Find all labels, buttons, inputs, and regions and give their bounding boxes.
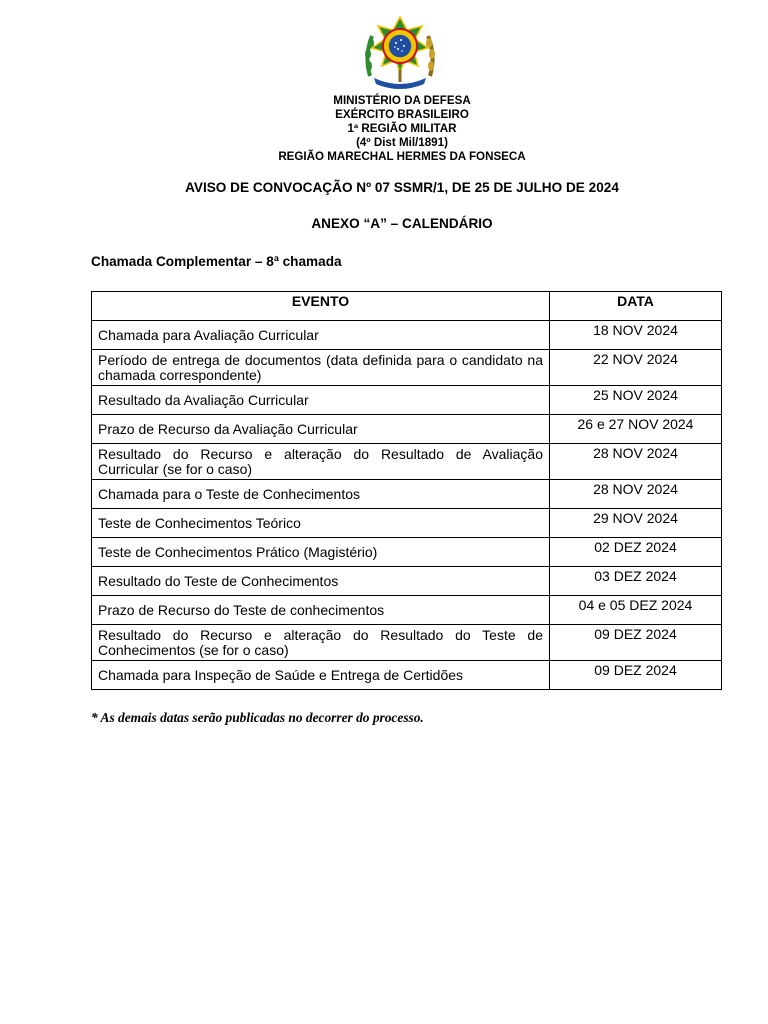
- coat-of-arms-icon: [360, 16, 440, 90]
- document-title: AVISO DE CONVOCAÇÃO Nº 07 SSMR/1, DE 25 DE JULHO DE 2024: [185, 180, 619, 195]
- table-row: [92, 444, 722, 480]
- table-row: [92, 321, 722, 350]
- table-row: [92, 661, 722, 690]
- table-row: [92, 415, 722, 444]
- table-row: [92, 509, 722, 538]
- table-row: [92, 386, 722, 415]
- annex-title: ANEXO “A” – CALENDÁRIO: [311, 216, 493, 231]
- event-cell: Prazo de Recurso da Avaliação Curricular: [92, 415, 550, 444]
- header-line-ministry: MINISTÉRIO DA DEFESA: [333, 94, 471, 107]
- table-row: [92, 596, 722, 625]
- date-cell: 09 DEZ 2024: [550, 661, 722, 690]
- event-cell: Período de entrega de documentos (data definida para o candidato na chamada correspondente): [92, 350, 550, 386]
- event-cell: Resultado da Avaliação Curricular: [92, 386, 550, 415]
- table-row: [92, 625, 722, 661]
- header-line-region-name: REGIÃO MARECHAL HERMES DA FONSECA: [278, 150, 526, 163]
- header-line-army: EXÉRCITO BRASILEIRO: [335, 108, 469, 121]
- table-row: [92, 350, 722, 386]
- header-line-region: 1ª REGIÃO MILITAR: [347, 122, 457, 135]
- event-cell: Resultado do Teste de Conhecimentos: [92, 567, 550, 596]
- event-cell: Chamada para Inspeção de Saúde e Entrega de Certidões: [92, 661, 550, 690]
- column-header-evento: EVENTO: [92, 292, 550, 321]
- footnote: * As demais datas serão publicadas no decorrer do processo.: [91, 710, 424, 725]
- date-cell: 28 NOV 2024: [550, 444, 722, 480]
- date-cell: 29 NOV 2024: [550, 509, 722, 538]
- date-cell: 04 e 05 DEZ 2024: [550, 596, 722, 625]
- section-title: Chamada Complementar – 8ª chamada: [91, 254, 342, 269]
- date-cell: 28 NOV 2024: [550, 480, 722, 509]
- table-row: [92, 538, 722, 567]
- calendar-table: [91, 291, 722, 690]
- event-cell: Resultado do Recurso e alteração do Resultado de Avaliação Curricular (se for o caso): [92, 444, 550, 480]
- table-header-row: [92, 292, 722, 321]
- table-row: [92, 480, 722, 509]
- event-cell: Prazo de Recurso do Teste de conhecimentos: [92, 596, 550, 625]
- table-row: [92, 567, 722, 596]
- date-cell: 22 NOV 2024: [550, 350, 722, 386]
- date-cell: 18 NOV 2024: [550, 321, 722, 350]
- date-cell: 09 DEZ 2024: [550, 625, 722, 661]
- institution-header: [0, 94, 768, 164]
- event-cell: Chamada para Avaliação Curricular: [92, 321, 550, 350]
- date-cell: 26 e 27 NOV 2024: [550, 415, 722, 444]
- event-cell: Chamada para o Teste de Conhecimentos: [92, 480, 550, 509]
- event-cell: Teste de Conhecimentos Prático (Magistério): [92, 538, 550, 567]
- column-header-data: DATA: [550, 292, 722, 321]
- date-cell: 02 DEZ 2024: [550, 538, 722, 567]
- date-cell: 03 DEZ 2024: [550, 567, 722, 596]
- date-cell: 25 NOV 2024: [550, 386, 722, 415]
- header-line-district: (4º Dist Mil/1891): [356, 136, 448, 149]
- event-cell: Resultado do Recurso e alteração do Resultado do Teste de Conhecimentos (se for o caso): [92, 625, 550, 661]
- event-cell: Teste de Conhecimentos Teórico: [92, 509, 550, 538]
